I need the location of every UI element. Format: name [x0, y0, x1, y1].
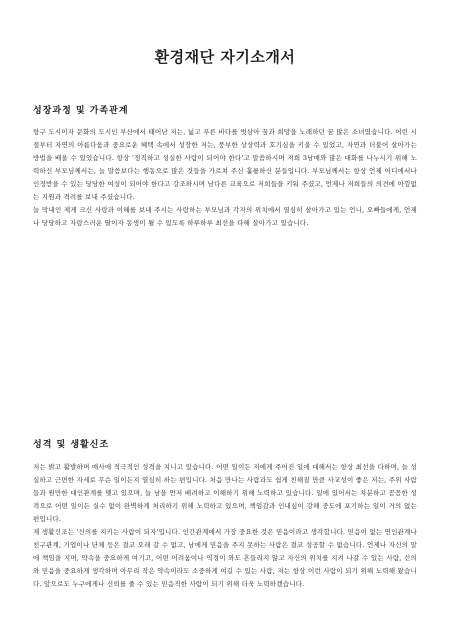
document-title: 환경재단 자기소개서	[154, 48, 296, 66]
paragraph: 제 생활신조는 '신의를 지키는 사람이 되자'입니다. 인간관계에서 가장 중요한 것은 믿음이라고 생각합니다. 믿음이 없는 연인관계나 친구관계, 기업이나 단체 등은 결코 오래 갈 수 없고, 남에게 믿음을 주지 못하는 사람은 결코 성공할 수 없습니다. 언제나 자신의 말에 책임을 지며, 약속을 중요하게 여기고, 어떤 어려움이나 역경이 와도 흔들리지 않고 자신의 위치를 지켜 나갈 수 있는 사람, 신의와 믿음을 중요하게 생각하며 아무리 작은 약속이라도 소중하게 여길 수 있는 사람, 저는 항상 이런 사람이 되기 위해 노력해 왔습니다. 앞으로도 누구에게나 신뢰를 줄 수 있는 믿음직한 사람이 되기 위해 더욱 노력하겠습니다.	[33, 528, 417, 588]
section-heading-personality: 성격 및 생활신조	[33, 440, 110, 450]
paragraph: 늘 막내인 제게 크신 사랑과 이해를 보내 주시는 사랑하는 부모님과 각자의 위치에서 열심히 살아가고 있는 언니, 오빠들에게, 언제나 당당하고 자랑스러운 딸이자 동생이 될 수 있도록 하루하루 최선을 다해 살아가고 있습니다.	[33, 206, 417, 227]
paragraph: 항구 도시이자 문화의 도시인 부산에서 태어난 저는, 넓고 푸른 바다를 벗삼아 꿈과 희망을 노래하던 꿈 많은 소녀였습니다. 어린 시절부터 자연의 아름다움과 중요로운 혜택 속에서 성장한 저는, 풍부한 상상력과 호기심을 키울 수 있었고, 자연과 더불어 살아가는 방법을 배울 수 있었습니다. 항상 '정직하고 성실한 사람이 되어야 한다'고 말씀하시며 저희 3남매와 많은 대화를 나누시기 위해 노력하신 부모님께서는, 늘 말씀보다는 행동으로 많은 것들을 가르쳐 주신 훌륭하신 분들입니다. 부모님께서는 항상 언제 어디에서나 인정받을 수 있는 당당한 여성이 되어야 한다고 강조하시며 남다른 교육으로 저희들을 키워 주셨고, 언제나 저희들의 의견에 아낌없는 지원과 격려를 보내 주셨습니다.	[33, 128, 417, 201]
section-body-growth	[33, 126, 417, 230]
paragraph: 저는 밝고 활발하며 매사에 적극적인 성격을 지니고 있습니다. 어떤 일이든 저에게 주어진 일에 대해서는 항상 최선을 다하며, 늘 성실하고 근면한 자세로 무슨 일이든지 열심히 하는 편입니다. 처음 만나는 사람과도 쉽게 친해질 만큼 사교성이 좋은 저는, 주위 사람들과 원만한 대인관계를 맺고 있으며, 늘 남을 먼저 배려하고 이해하기 위해 노력하고 있습니다. 일에 있어서는 차분하고 꼼꼼한 성격으로 어떤 일이든 실수 없이 완벽하게 처리하기 위해 노력하고 있으며, 책임감과 인내심이 강해 중도에 포기하는 일이 거의 없는 편입니다.	[33, 463, 417, 523]
section-heading-growth: 성장과정 및 가족관계	[33, 106, 129, 116]
section-body-personality	[33, 461, 417, 591]
